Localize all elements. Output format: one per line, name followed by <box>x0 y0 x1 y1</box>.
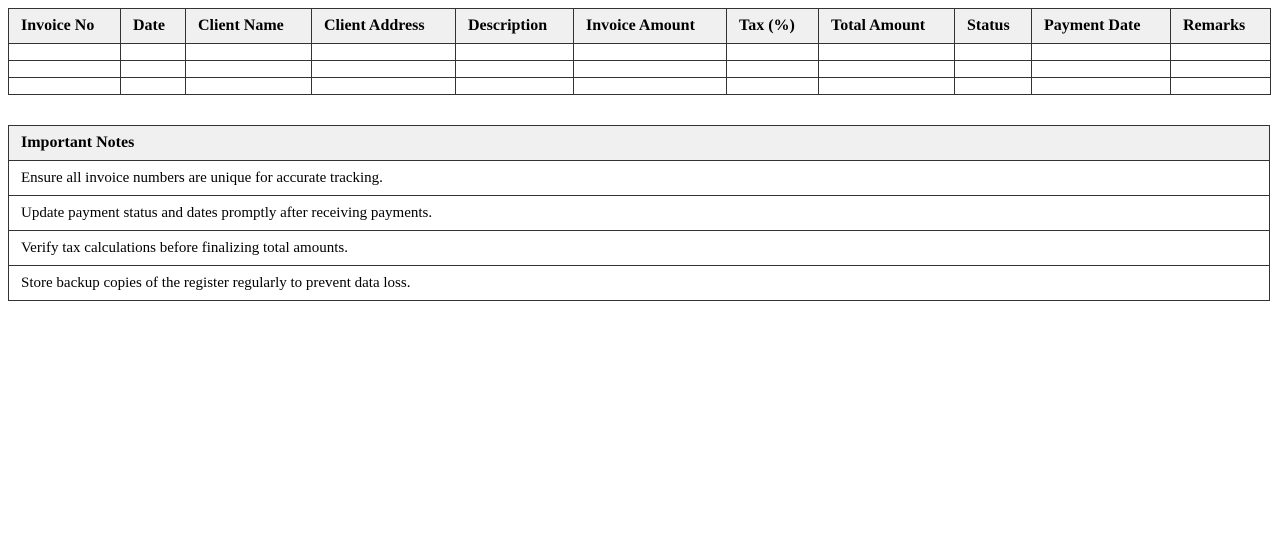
table-cell[interactable] <box>819 61 955 78</box>
table-cell[interactable] <box>1032 44 1171 61</box>
important-notes-table <box>8 125 1270 301</box>
column-header-description: Description <box>456 9 574 44</box>
table-cell[interactable] <box>955 78 1032 95</box>
table-cell[interactable] <box>955 44 1032 61</box>
notes-title: Important Notes <box>9 126 1270 161</box>
table-cell[interactable] <box>456 61 574 78</box>
column-header-date: Date <box>121 9 186 44</box>
note-row <box>9 231 1270 266</box>
column-header-payment-date: Payment Date <box>1032 9 1171 44</box>
table-cell[interactable] <box>186 44 312 61</box>
page-content <box>8 8 1270 301</box>
notes-header-row <box>9 126 1270 161</box>
table-header-row <box>9 9 1271 44</box>
table-cell[interactable] <box>456 44 574 61</box>
note-text: Update payment status and dates promptly after receiving payments. <box>9 196 1270 231</box>
table-cell[interactable] <box>819 78 955 95</box>
table-body <box>9 44 1271 95</box>
table-cell[interactable] <box>121 61 186 78</box>
note-text: Ensure all invoice numbers are unique for accurate tracking. <box>9 161 1270 196</box>
table-cell[interactable] <box>819 44 955 61</box>
table-cell[interactable] <box>727 44 819 61</box>
note-row <box>9 196 1270 231</box>
table-cell[interactable] <box>727 78 819 95</box>
table-cell[interactable] <box>456 78 574 95</box>
table-row <box>9 78 1271 95</box>
note-text: Store backup copies of the register regularly to prevent data loss. <box>9 266 1270 301</box>
table-cell[interactable] <box>186 78 312 95</box>
column-header-invoice-amount: Invoice Amount <box>574 9 727 44</box>
table-cell[interactable] <box>312 61 456 78</box>
column-header-client-address: Client Address <box>312 9 456 44</box>
column-header-total-amount: Total Amount <box>819 9 955 44</box>
table-cell[interactable] <box>1171 44 1271 61</box>
note-text: Verify tax calculations before finalizing total amounts. <box>9 231 1270 266</box>
table-cell[interactable] <box>1171 78 1271 95</box>
invoice-register-table <box>8 8 1271 95</box>
table-cell[interactable] <box>9 44 121 61</box>
table-cell[interactable] <box>574 44 727 61</box>
table-cell[interactable] <box>121 44 186 61</box>
table-cell[interactable] <box>574 61 727 78</box>
table-cell[interactable] <box>9 61 121 78</box>
table-cell[interactable] <box>312 44 456 61</box>
column-header-invoice-no: Invoice No <box>9 9 121 44</box>
table-row <box>9 61 1271 78</box>
table-cell[interactable] <box>312 78 456 95</box>
table-cell[interactable] <box>955 61 1032 78</box>
column-header-client-name: Client Name <box>186 9 312 44</box>
table-cell[interactable] <box>1171 61 1271 78</box>
column-header-remarks: Remarks <box>1171 9 1271 44</box>
table-cell[interactable] <box>186 61 312 78</box>
table-cell[interactable] <box>574 78 727 95</box>
column-header-status: Status <box>955 9 1032 44</box>
table-cell[interactable] <box>121 78 186 95</box>
table-cell[interactable] <box>9 78 121 95</box>
table-cell[interactable] <box>1032 61 1171 78</box>
table-row <box>9 44 1271 61</box>
table-cell[interactable] <box>727 61 819 78</box>
table-cell[interactable] <box>1032 78 1171 95</box>
column-header-tax: Tax (%) <box>727 9 819 44</box>
note-row <box>9 161 1270 196</box>
note-row <box>9 266 1270 301</box>
